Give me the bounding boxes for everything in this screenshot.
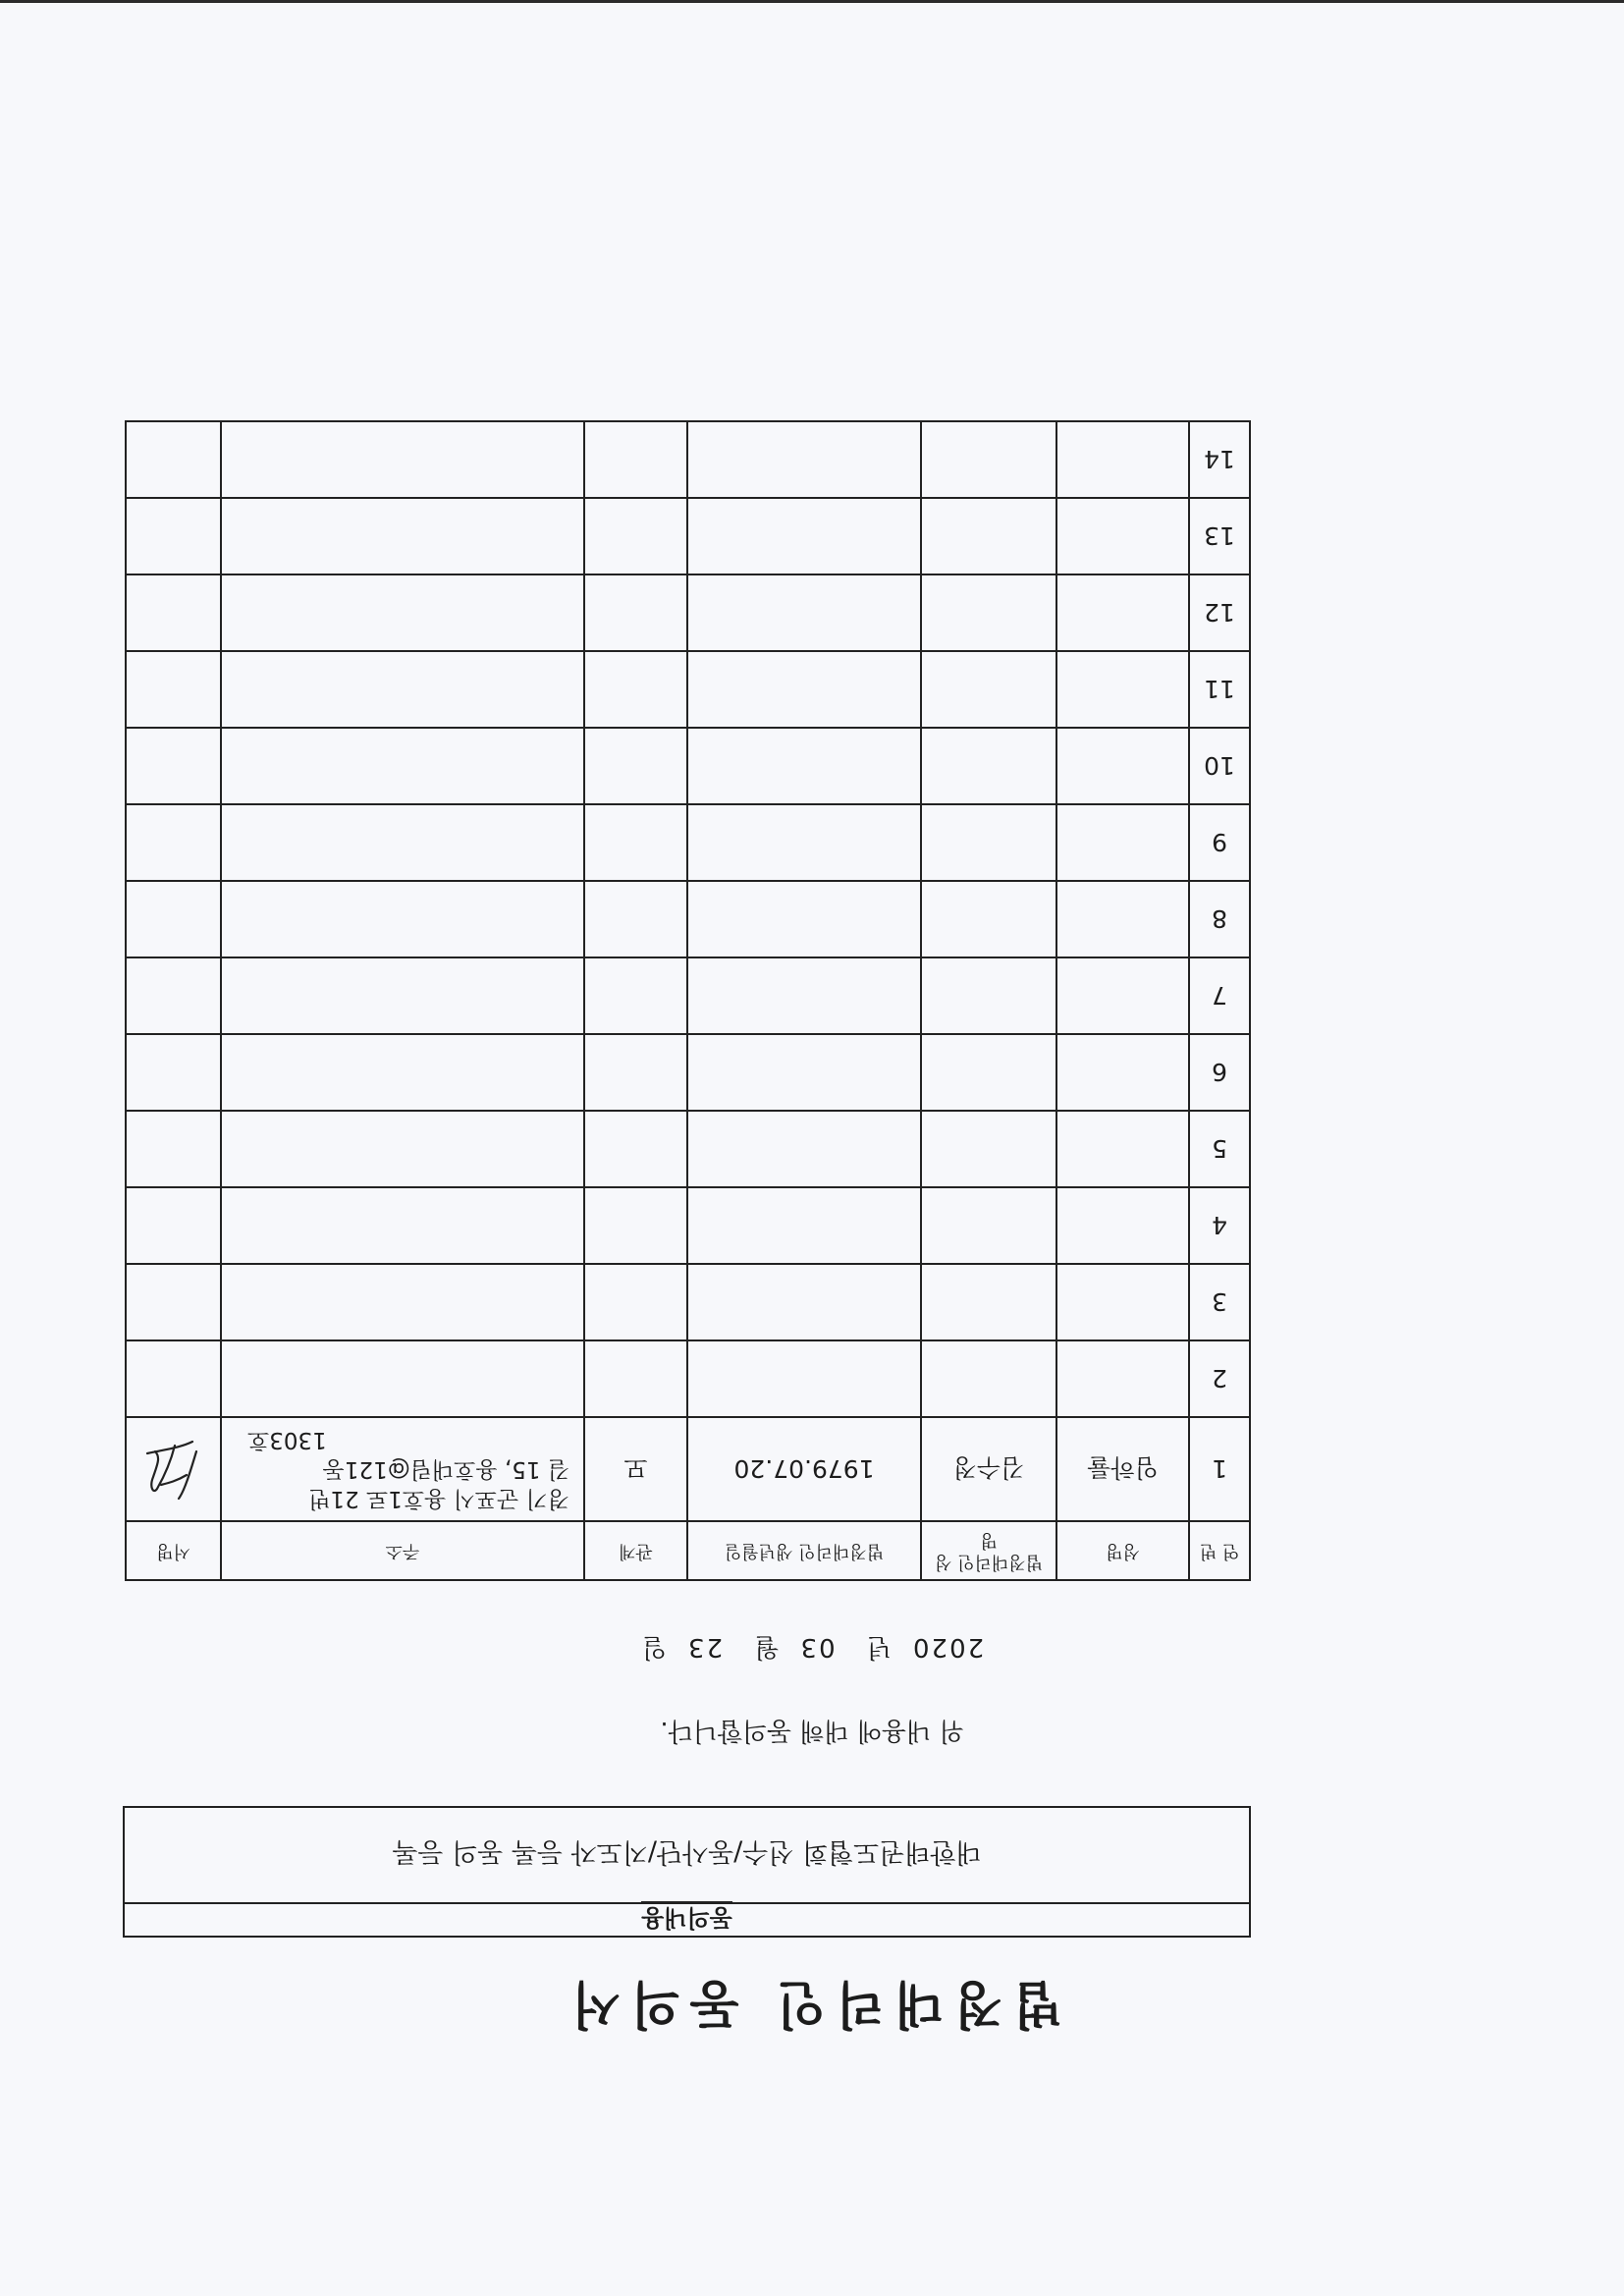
cell-no: 7 [1189, 957, 1250, 1034]
cell-guardian-birth [687, 651, 921, 728]
cell-signature [126, 957, 221, 1034]
cell-signature [126, 728, 221, 804]
cell-relation [584, 881, 687, 957]
cell-guardian-name [921, 1034, 1056, 1111]
cell-guardian-birth [687, 1264, 921, 1340]
cell-address [221, 728, 584, 804]
cell-guardian-birth [687, 1034, 921, 1111]
cell-guardian-birth [687, 498, 921, 574]
cell-address [221, 574, 584, 651]
cell-no: 1 [1189, 1417, 1250, 1521]
cell-name [1056, 1264, 1189, 1340]
date-month: 03 [798, 1632, 836, 1662]
cell-name [1056, 421, 1189, 498]
cell-name: 임하률 [1056, 1417, 1189, 1521]
table-row [126, 957, 1250, 1034]
date-year-unit: 년 [864, 1632, 892, 1662]
cell-signature [126, 1111, 221, 1187]
table-row [126, 1264, 1250, 1340]
cell-signature [126, 1340, 221, 1417]
table-header-row [126, 1521, 1250, 1580]
cell-signature [126, 804, 221, 881]
table-row [126, 1187, 1250, 1264]
cell-guardian-name [921, 498, 1056, 574]
cell-no: 5 [1189, 1111, 1250, 1187]
table-row [126, 498, 1250, 574]
cell-guardian-birth: 1979.07.20 [687, 1417, 921, 1521]
address-line-2: 길 15, 용호대림@121동 [322, 1456, 569, 1482]
cell-no: 8 [1189, 881, 1250, 957]
cell-relation [584, 957, 687, 1034]
date-day-unit: 일 [639, 1632, 667, 1662]
cell-address [221, 1187, 584, 1264]
table-row [126, 1034, 1250, 1111]
table-row [126, 804, 1250, 881]
cell-relation [584, 498, 687, 574]
cell-signature [126, 421, 221, 498]
cell-guardian-birth [687, 804, 921, 881]
cell-no: 14 [1189, 421, 1250, 498]
header-name: 성명 [1056, 1521, 1189, 1580]
cell-guardian-name [921, 421, 1056, 498]
cell-relation [584, 421, 687, 498]
consent-content: 대한태권도협회 선수/동사단/지도자 등록 동의 등록 [392, 1836, 982, 1868]
cell-relation [584, 1111, 687, 1187]
consent-heading-text: 동의내용 [641, 1902, 732, 1939]
cell-address [221, 421, 584, 498]
agreement-text: 위 내용에 대해 동의합니다. [660, 1716, 964, 1745]
cell-relation [584, 1034, 687, 1111]
table-row [126, 728, 1250, 804]
cell-guardian-birth [687, 881, 921, 957]
table-row [126, 1111, 1250, 1187]
cell-name [1056, 1111, 1189, 1187]
header-relation: 관계 [584, 1521, 687, 1580]
header-no: 연 번 [1189, 1521, 1250, 1580]
consent-box [123, 1806, 1251, 1938]
cell-guardian-birth [687, 957, 921, 1034]
cell-name [1056, 1034, 1189, 1111]
table-row [126, 1417, 1250, 1521]
cell-guardian-name [921, 957, 1056, 1034]
handwritten-signature [142, 1434, 205, 1510]
cell-guardian-name [921, 1187, 1056, 1264]
cell-address [221, 1417, 584, 1521]
cell-name [1056, 498, 1189, 574]
guardian-table [125, 420, 1251, 1581]
cell-guardian-birth [687, 1187, 921, 1264]
cell-name [1056, 957, 1189, 1034]
table-row [126, 1340, 1250, 1417]
cell-guardian-birth [687, 574, 921, 651]
cell-name [1056, 651, 1189, 728]
cell-name [1056, 804, 1189, 881]
cell-relation: 모 [584, 1417, 687, 1521]
table-row [126, 881, 1250, 957]
cell-guardian-name: 김수정 [921, 1417, 1056, 1521]
cell-address [221, 804, 584, 881]
cell-relation [584, 574, 687, 651]
cell-no: 3 [1189, 1264, 1250, 1340]
address-line-1: 경기 군포시 용호1로 21번 [308, 1486, 569, 1511]
consent-heading [125, 1902, 1249, 1936]
cell-guardian-name [921, 1264, 1056, 1340]
cell-address [221, 881, 584, 957]
cell-no: 11 [1189, 651, 1250, 728]
cell-signature [126, 1034, 221, 1111]
cell-no: 6 [1189, 1034, 1250, 1111]
cell-relation [584, 1340, 687, 1417]
cell-signature [126, 574, 221, 651]
date-line [0, 1631, 1624, 1667]
cell-guardian-name [921, 1111, 1056, 1187]
cell-address [221, 957, 584, 1034]
header-guardian-birth: 법정대리인 생년월일 [687, 1521, 921, 1580]
cell-relation [584, 1264, 687, 1340]
header-guardian-name: 법정대리인 성명 [921, 1521, 1056, 1580]
header-signature: 서명 [126, 1521, 221, 1580]
cell-name [1056, 1340, 1189, 1417]
date-day: 23 [686, 1632, 724, 1662]
cell-guardian-birth [687, 728, 921, 804]
cell-name [1056, 881, 1189, 957]
cell-name [1056, 728, 1189, 804]
cell-signature [126, 1264, 221, 1340]
cell-no: 4 [1189, 1187, 1250, 1264]
cell-signature [126, 498, 221, 574]
cell-address [221, 498, 584, 574]
cell-relation [584, 728, 687, 804]
cell-guardian-birth [687, 421, 921, 498]
cell-signature [126, 881, 221, 957]
cell-guardian-birth [687, 1111, 921, 1187]
cell-address [221, 1264, 584, 1340]
cell-signature [126, 1417, 221, 1521]
cell-relation [584, 804, 687, 881]
cell-guardian-name [921, 574, 1056, 651]
cell-address [221, 1340, 584, 1417]
cell-no: 2 [1189, 1340, 1250, 1417]
table-row [126, 421, 1250, 498]
cell-signature [126, 651, 221, 728]
cell-name [1056, 574, 1189, 651]
cell-guardian-name [921, 881, 1056, 957]
cell-address [221, 651, 584, 728]
table-row [126, 574, 1250, 651]
cell-guardian-birth [687, 1340, 921, 1417]
cell-name [1056, 1187, 1189, 1264]
document-title: 법정대리인 동의서 [562, 1974, 1062, 2033]
cell-guardian-name [921, 1340, 1056, 1417]
cell-no: 9 [1189, 804, 1250, 881]
date-month-unit: 월 [752, 1632, 780, 1662]
cell-no: 12 [1189, 574, 1250, 651]
header-address: 주소 [221, 1521, 584, 1580]
cell-no: 10 [1189, 728, 1250, 804]
cell-address [221, 1111, 584, 1187]
cell-relation [584, 651, 687, 728]
cell-no: 13 [1189, 498, 1250, 574]
address-line-3: 1303호 [247, 1427, 327, 1452]
cell-guardian-name [921, 728, 1056, 804]
cell-signature [126, 1187, 221, 1264]
cell-guardian-name [921, 804, 1056, 881]
cell-guardian-name [921, 651, 1056, 728]
date-year: 2020 [910, 1632, 985, 1662]
table-row [126, 651, 1250, 728]
cell-relation [584, 1187, 687, 1264]
cell-address [221, 1034, 584, 1111]
